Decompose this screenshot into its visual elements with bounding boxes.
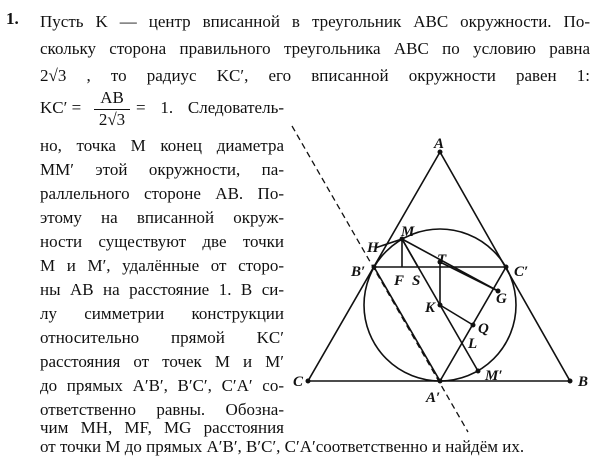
col-line-13: чим MH, MF, MG расстояния (40, 418, 284, 437)
formula-denominator: 2√3 (98, 110, 126, 129)
col-line-11: до прямых A′B′, B′C′, C′A′ со- (40, 376, 284, 395)
col-line-5: ности существуют две точки (40, 232, 284, 251)
point-m1 (476, 369, 481, 374)
col-line-4: этому на вписанной окруж- (40, 208, 284, 227)
label-c: C (293, 374, 304, 390)
label-s: S (412, 273, 421, 289)
col-line-12: ответственно равны. Обозна- (40, 400, 284, 419)
label-a: A (434, 136, 445, 152)
col-line-9: относительно прямой KC′ (40, 328, 284, 347)
text-line-2: скольку сторона правильного треугольника ABC по условию равна (40, 39, 590, 58)
label-l: L (468, 336, 478, 352)
formula-numerator: AB (100, 88, 124, 107)
text-line-3: 2√3 , то радиус KC′, его вписанной окружности равен 1: (40, 66, 590, 85)
col-line-3: раллельного стороне AB. По- (40, 184, 284, 203)
text-line-1: Пусть K — центр вписанной в треугольник ABC окружности. По- (40, 12, 590, 31)
label-h: H (367, 240, 379, 256)
col-line-10: расстояния от точек M и M′ (40, 352, 284, 371)
label-a1: A′ (426, 390, 441, 406)
label-f: F (394, 273, 405, 289)
label-q: Q (478, 321, 489, 337)
symmetry-line (292, 126, 468, 432)
label-c1: C′ (514, 264, 529, 280)
col-line-6: M и M′, удалённые от сторо- (40, 256, 284, 275)
point-c (306, 379, 311, 384)
problem-number: 1. (6, 9, 19, 28)
point-k (438, 303, 443, 308)
formula-left: KC′ = (40, 98, 82, 117)
label-b: B (578, 374, 589, 390)
col-line-8: лу симметрии конструкции (40, 304, 284, 323)
label-m: M (401, 224, 415, 240)
point-c1 (504, 265, 509, 270)
point-b1 (372, 265, 377, 270)
formula-right: = 1. Следователь- (136, 98, 284, 117)
label-m1: M′ (485, 368, 503, 384)
label-b1: B′ (351, 264, 366, 280)
point-a1 (438, 379, 443, 384)
col-line-7: ны AB на расстояние 1. В си- (40, 280, 284, 299)
text-last-line: от точки M до прямых A′B′, B′C′, C′A′соответственно и найдём их. (40, 437, 525, 456)
label-g: G (496, 291, 507, 307)
label-k: K (425, 300, 436, 316)
label-t: T (437, 252, 447, 268)
point-b (568, 379, 573, 384)
col-line-1: но, точка M конец диаметра (40, 136, 284, 155)
point-q (471, 323, 476, 328)
col-line-2: MM′ этой окружности, па- (40, 160, 284, 179)
